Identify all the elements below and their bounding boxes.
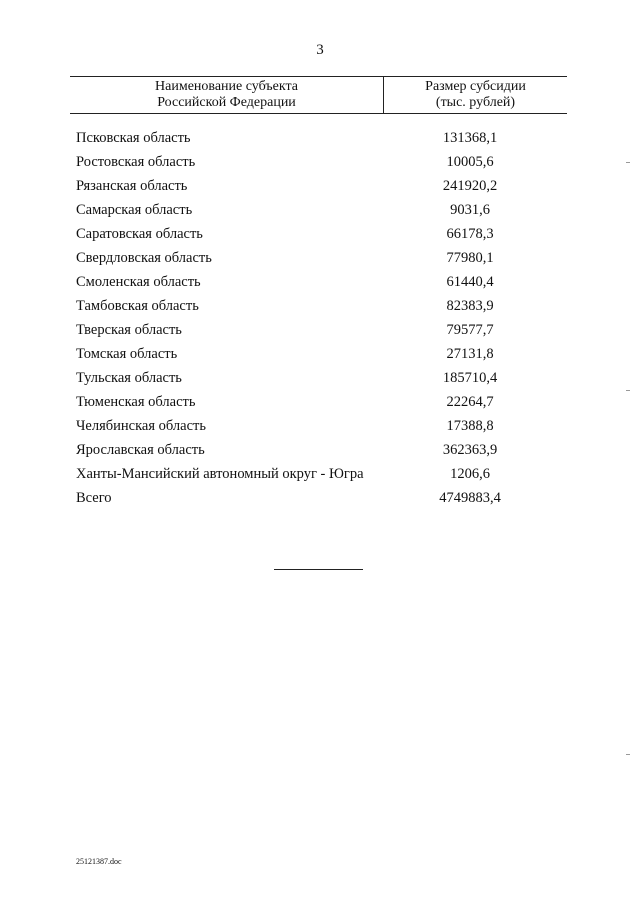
subsidy-value: 10005,6	[446, 154, 494, 170]
table-row	[0, 200, 640, 224]
region-name: Тюменская область	[76, 394, 196, 410]
region-name: Томская область	[76, 346, 178, 362]
region-name: Ханты-Мансийский автономный округ - Югра	[76, 466, 364, 482]
region-name: Челябинская область	[76, 418, 206, 434]
subsidy-value: 61440,4	[446, 274, 494, 290]
subsidy-value: 82383,9	[446, 298, 494, 314]
subsidy-value: 77980,1	[446, 250, 494, 266]
table-row	[0, 272, 640, 296]
table-row	[0, 176, 640, 200]
region-name: Ярославская область	[76, 442, 205, 458]
table-row	[0, 344, 640, 368]
subsidy-value: 17388,8	[446, 418, 494, 434]
region-name: Псковская область	[76, 130, 191, 146]
end-of-table-line	[274, 569, 363, 570]
header-region-name-line-2: Российской Федерации	[157, 95, 296, 110]
subsidy-value: 362363,9	[442, 442, 498, 458]
table-row	[0, 224, 640, 248]
subsidy-value: 9031,6	[450, 202, 490, 218]
table-body	[0, 128, 640, 512]
region-name: Рязанская область	[76, 178, 188, 194]
header-subsidy-amount-line-1: Размер субсидии	[425, 79, 526, 94]
table-row	[0, 296, 640, 320]
subsidy-value: 1206,6	[450, 466, 490, 482]
page-number: 3	[316, 42, 324, 58]
table-row	[0, 416, 640, 440]
table-row	[0, 392, 640, 416]
subsidy-value: 185710,4	[442, 370, 498, 386]
table-row	[0, 320, 640, 344]
table-header	[70, 76, 567, 114]
total-value: 4749883,4	[439, 490, 501, 506]
region-name: Тульская область	[76, 370, 182, 386]
table-row	[0, 440, 640, 464]
header-region-name	[70, 79, 383, 111]
region-name: Свердловская область	[76, 250, 212, 266]
subsidy-value: 241920,2	[442, 178, 498, 194]
table-row	[0, 248, 640, 272]
subsidy-value: 131368,1	[442, 130, 498, 146]
scan-mark	[626, 162, 630, 163]
scan-mark	[626, 390, 630, 391]
region-name: Тверская область	[76, 322, 182, 338]
header-subsidy-amount-line-2: (тыс. рублей)	[435, 95, 516, 110]
table-row	[0, 368, 640, 392]
subsidy-value: 79577,7	[446, 322, 494, 338]
region-name: Смоленская область	[76, 274, 201, 290]
subsidy-value: 66178,3	[446, 226, 494, 242]
table-row-total	[0, 488, 640, 512]
region-name: Самарская область	[76, 202, 193, 218]
table-row	[0, 128, 640, 152]
total-label: Всего	[76, 490, 112, 506]
region-name: Саратовская область	[76, 226, 203, 242]
scan-mark	[626, 754, 630, 755]
subsidy-value: 22264,7	[446, 394, 494, 410]
table-row	[0, 152, 640, 176]
header-region-name-line-1: Наименование субъекта	[155, 79, 298, 94]
region-name: Ростовская область	[76, 154, 196, 170]
region-name: Тамбовская область	[76, 298, 199, 314]
document-filename: 25121387.doc	[76, 857, 122, 866]
subsidy-value: 27131,8	[446, 346, 494, 362]
table-row	[0, 464, 640, 488]
header-subsidy-amount	[384, 79, 567, 111]
